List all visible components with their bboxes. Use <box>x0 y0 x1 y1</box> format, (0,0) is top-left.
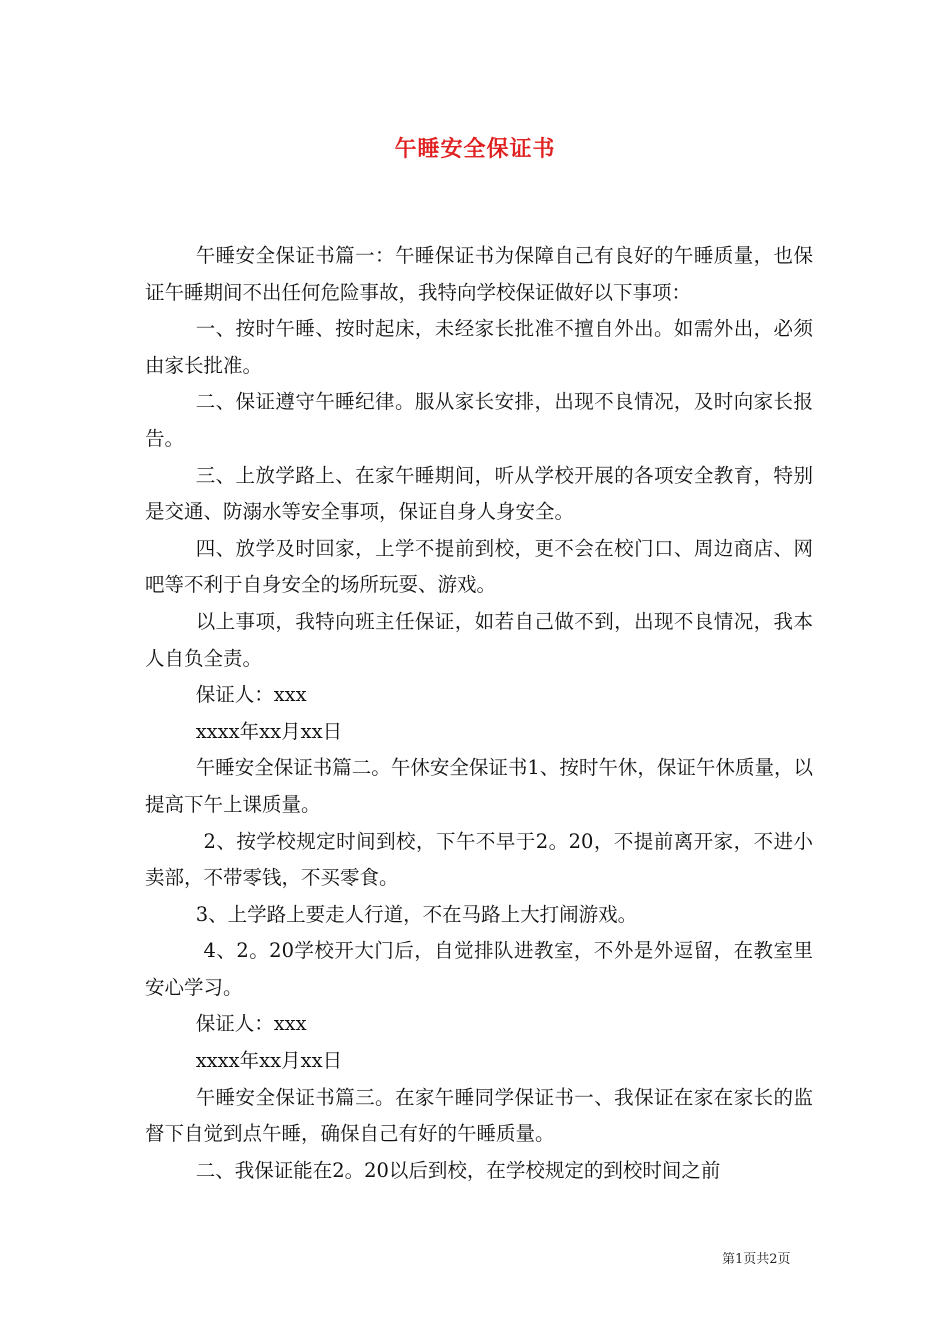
date-line: xxxx年xx月xx日 <box>195 1049 343 1073</box>
document-title: 午睡安全保证书 <box>394 136 556 162</box>
paragraph: 4、2。20学校开大门后，自觉排队进教室，不外是外逗留，在教室里安心学习。 <box>145 939 813 999</box>
paragraph: 四、放学及时回家，上学不提前到校，更不会在校门口、周边商店、网吧等不利于自身安全的场所玩耍、游戏。 <box>145 536 813 597</box>
paragraph: 以上事项，我特向班主任保证，如若自己做不到，出现不良情况，我本人自负全责。 <box>145 609 813 670</box>
paragraph: 二、保证遵守午睡纪律。服从家长安排，出现不良情况，及时向家长报告。 <box>145 390 813 450</box>
paragraph: 3、上学路上要走人行道，不在马路上大打闹游戏。 <box>195 902 638 926</box>
document-body <box>145 238 813 1189</box>
date-line: xxxx年xx月xx日 <box>195 719 343 743</box>
guarantor-line: 保证人：xxx <box>195 683 307 707</box>
paragraph: 三、上放学路上、在家午睡期间，听从学校开展的各项安全教育，特别是交通、防溺水等安全事项，保证自身人身安全。 <box>145 463 813 524</box>
paragraph: 午睡安全保证书篇二。午休安全保证书1、按时午休，保证午休质量，以提高下午上课质量。 <box>145 756 813 816</box>
page-number: 第1页共2页 <box>722 1252 791 1267</box>
guarantor-line: 保证人：xxx <box>195 1012 307 1036</box>
paragraph: 一、按时午睡、按时起床，未经家长批准不擅自外出。如需外出，必须由家长批准。 <box>145 317 813 377</box>
paragraph: 二、我保证能在2。20以后到校，在学校规定的到校时间之前 <box>195 1158 721 1182</box>
paragraph: 2、按学校规定时间到校，下午不早于2。20，不提前离开家，不进小卖部，不带零钱，不买零食。 <box>145 829 813 890</box>
paragraph: 午睡安全保证书篇一：午睡保证书为保障自己有良好的午睡质量，也保证午睡期间不出任何危险事故，我特向学校保证做好以下事项： <box>145 244 813 304</box>
paragraph: 午睡安全保证书篇三。在家午睡同学保证书一、我保证在家在家长的监督下自觉到点午睡，确保自己有好的午睡质量。 <box>145 1085 813 1146</box>
